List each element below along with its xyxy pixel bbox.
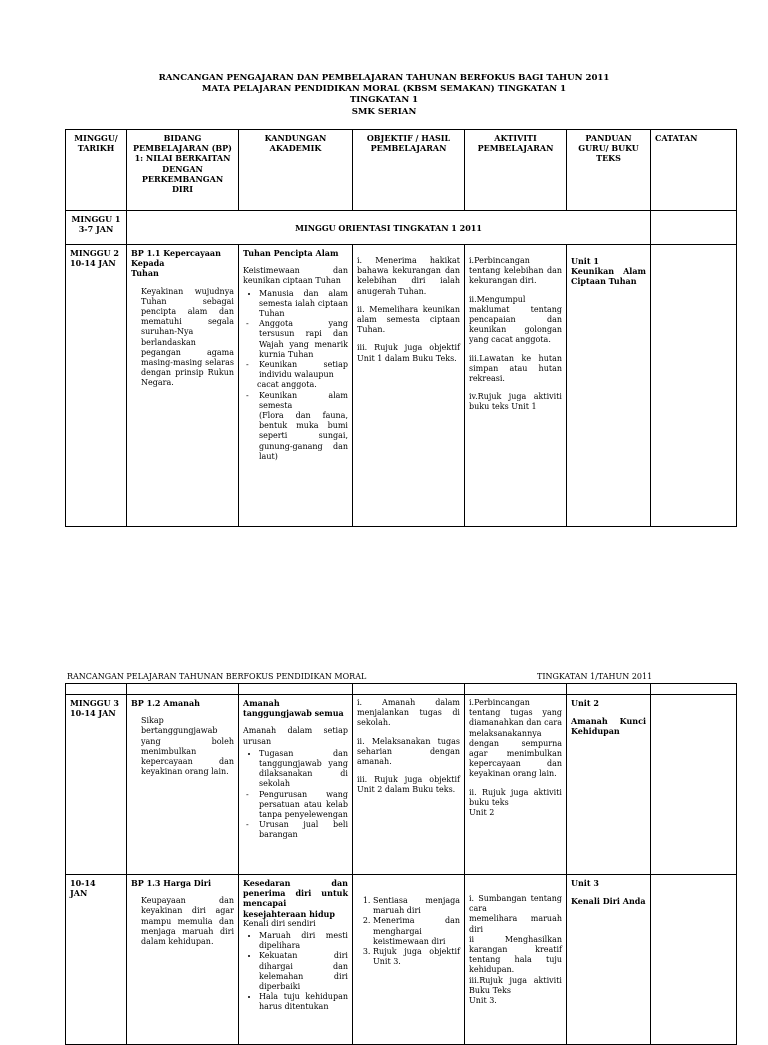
learning-area-cell	[127, 875, 239, 1045]
week-date: 10-14 JAN	[70, 708, 116, 719]
activity-item: iii.Lawatan ke hutan simpan atau hutan rekreasi.	[469, 353, 562, 384]
list-item: 2. Menerima dan menghargai keistimewaan diri	[373, 916, 460, 947]
col-header-week: MINGGU/ TARIKH	[66, 130, 127, 211]
week-label: MINGGU 2	[70, 248, 119, 258]
objectives-cell	[353, 245, 465, 527]
notes-cell	[651, 211, 737, 245]
list-item: • Hala tuju kehidupan harus ditentukan	[259, 992, 348, 1012]
objectives-list	[357, 896, 460, 967]
bp-description: Keyakinan wujudnya Tuhan sebagai pencipta alam dan mematuhi segala suruhan-Nya berlandaskan pegangan agama masing-masing selaras dengan prinsip Rukun Negara.	[141, 286, 234, 388]
content-dashes	[243, 319, 348, 380]
week-label: MINGGU 3	[70, 698, 119, 708]
col-header-content: KANDUNGAN AKADEMIK	[239, 130, 353, 211]
bp-title: BP 1.2 Amanah	[131, 698, 200, 708]
activities-cell	[465, 875, 567, 1045]
running-header-right: TINGKATAN 1/TAHUN 2011	[537, 672, 653, 681]
guide-title: Amanah Kunci Kehidupan	[571, 716, 646, 737]
list-item: - Keunikan setiap individu walaupun	[259, 360, 348, 380]
content-cell	[239, 245, 353, 527]
objective-item: i. Menerima hakikat bahawa kekurangan dan kelebihan diri ialah anugerah Tuhan.	[357, 256, 460, 296]
orientation-row	[66, 211, 737, 245]
plan-table-page-1	[65, 129, 737, 527]
activities-cell	[465, 245, 567, 527]
objective-item: iii. Rujuk juga objektif Unit 1 dalam Buku Teks.	[357, 343, 460, 363]
bp-description: Keupayaan dan keyakinan diri agar mampu memulia dan menjaga maruah diri dalam kehidupan.	[141, 896, 234, 947]
activity-item: i.Perbincangan tentang tugas yang diamanahkan dan cara melaksanakannya dengan sempurna agar menimbulkan kepercayaan dan keyakinan orang lain.	[469, 698, 562, 779]
table-row	[66, 875, 737, 1045]
bp-description: Sikap bertanggungjawab yang boleh menimbulkan kepercayaan dan keyakinan orang lain.	[141, 716, 234, 777]
header-form-line: TINGKATAN 1	[349, 95, 419, 105]
activities-cell	[465, 695, 567, 875]
content-bullets	[243, 749, 348, 790]
list-item: 1. Sentiasa menjaga maruah diri	[373, 896, 460, 916]
activity-item: iii.Rujuk juga aktiviti Buku Teks	[469, 975, 562, 995]
objective-item: iii. Rujuk juga objektif Unit 2 dalam Buku teks.	[357, 775, 460, 795]
list-item: 3. Rujuk juga objektif Unit 3.	[373, 947, 460, 967]
activity-item: i. Sumbangan tentang cara	[469, 894, 562, 914]
bp-title-cont: Tuhan	[131, 268, 159, 279]
content-intro: Amanah dalam setiap urusan	[243, 726, 348, 746]
col-header-notes: CATATAN	[651, 130, 737, 211]
week-date: 10-14 JAN	[70, 258, 116, 269]
activity-item-cont: memelihara maruah diri	[469, 914, 562, 934]
list-item: - Pengurusan wang persatuan atau kelab tanpa penyelewengan	[259, 790, 348, 821]
week-date: JAN	[70, 888, 88, 899]
notes-cell	[651, 245, 737, 527]
content-bullets	[243, 931, 348, 1013]
table-row	[66, 695, 737, 875]
plan-table-page-2	[65, 683, 737, 1045]
notes-cell	[651, 695, 737, 875]
guide-title: Keunikan Alam Ciptaan Tuhan	[571, 266, 646, 287]
week-label: MINGGU 1	[71, 214, 121, 224]
col-header-activities: AKTIVITI PEMBELAJARAN	[465, 130, 567, 211]
running-header-left: RANCANGAN PELAJARAN TAHUNAN BERFOKUS PENDIDIKAN MORAL	[67, 672, 367, 681]
activity-item-cont: Unit 3.	[469, 996, 497, 1006]
list-item: - Urusan jual beli barangan	[259, 820, 348, 840]
objectives-cell	[353, 875, 465, 1045]
table-header-row	[66, 130, 737, 211]
col-header-objectives: OBJEKTIF / HASIL PEMBELAJARAN	[353, 130, 465, 211]
guide-cell	[567, 245, 651, 527]
guide-unit: Unit 1	[571, 256, 599, 266]
notes-cell	[651, 875, 737, 1045]
week-label: 10-14	[70, 878, 96, 888]
list-item	[259, 391, 348, 462]
header-school-line: SMK SERIAN	[351, 107, 417, 117]
list-item: • Maruah diri mesti dipelihara	[259, 931, 348, 951]
header-spacer-row	[66, 684, 737, 695]
learning-area-cell	[127, 695, 239, 875]
content-title: Amanah tanggungjawab semua	[243, 698, 344, 719]
activity-item: ii.Mengumpul maklumat tentang pencapaian dan keunikan golongan yang cacat anggota.	[469, 294, 562, 345]
content-cell	[239, 695, 353, 875]
table-row	[66, 245, 737, 527]
objective-item: ii. Melaksanakan tugas seharian dengan amanah.	[357, 736, 460, 767]
content-title: Tuhan Pencipta Alam	[243, 248, 339, 258]
list-item: • Tugasan dan tanggungjawab yang dilaksanakan di sekolah	[259, 749, 348, 790]
week-date: 3-7 JAN	[78, 224, 114, 235]
guide-cell	[567, 875, 651, 1045]
objective-item: i. Amanah dalam menjalankan tugas di sekolah.	[357, 698, 460, 728]
guide-unit: Unit 3	[571, 878, 599, 888]
learning-area-cell	[127, 245, 239, 527]
header-title-line: RANCANGAN PENGAJARAN DAN PEMBELAJARAN TAHUNAN BERFOKUS BAGI TAHUN 2011	[158, 73, 610, 83]
activity-item-cont: Unit 2	[469, 808, 495, 818]
list-item: • Kekuatan diri dihargai dan kelemahan diri diperbaiki	[259, 951, 348, 992]
col-header-guide: PANDUAN GURU/ BUKU TEKS	[567, 130, 651, 211]
content-intro: Keistimewaan dan keunikan ciptaan Tuhan	[243, 266, 348, 286]
content-dashes	[243, 391, 348, 462]
objective-item: ii. Memelihara keunikan alam semesta ciptaan Tuhan.	[357, 304, 460, 335]
week-cell	[66, 875, 127, 1045]
activity-item: ii Menghasilkan karangan kreatif tentang hala tuju kehidupan.	[469, 934, 562, 975]
guide-title: Kenali Diri Anda	[571, 896, 646, 907]
content-intro: Kenali diri sendiri	[243, 918, 316, 928]
week-cell	[66, 245, 127, 527]
list-item: • Manusia dan alam semesta ialah ciptaan Tuhan	[259, 289, 348, 320]
document-page-2	[0, 560, 768, 1024]
activity-item: iv.Rujuk juga aktiviti buku teks Unit 1	[469, 392, 562, 412]
guide-unit: Unit 2	[571, 698, 599, 708]
objectives-cell	[353, 695, 465, 875]
content-line: - Keunikan alam semesta	[259, 390, 348, 410]
orientation-text: MINGGU ORIENTASI TINGKATAN 1 2011	[127, 211, 651, 245]
content-cell	[239, 875, 353, 1045]
activity-item: i.Perbincangan tentang kelebihan dan kekurangan diri.	[469, 256, 562, 286]
content-dashes	[243, 790, 348, 841]
content-title: Kesedaran dan penerima diri untuk mencapai kesejahteraan hidup	[243, 878, 348, 919]
week-cell	[66, 211, 127, 245]
guide-cell	[567, 695, 651, 875]
col-header-learning-area: BIDANG PEMBELAJARAN (BP) 1: NILAI BERKAITAN DENGAN PERKEMBANGAN DIRI	[127, 130, 239, 211]
bp-title: BP 1.1 Kepercayaan Kepada	[131, 248, 221, 269]
content-bullets	[243, 289, 348, 320]
content-line: cacat anggota.	[257, 380, 317, 390]
header-subject-line: MATA PELAJARAN PENDIDIKAN MORAL (KBSM SEMAKAN) TINGKATAN 1	[201, 84, 567, 94]
bp-title: BP 1.3 Harga Diri	[131, 878, 212, 888]
content-line: (Flora dan fauna, bentuk muka bumi seperti sungai, gunung-ganang dan laut)	[259, 411, 348, 461]
list-item: - Anggota yang tersusun rapi dan Wajah yang menarik kurnia Tuhan	[259, 319, 348, 360]
week-cell	[66, 695, 127, 875]
activity-item: ii. Rujuk juga aktiviti buku teks	[469, 787, 562, 807]
